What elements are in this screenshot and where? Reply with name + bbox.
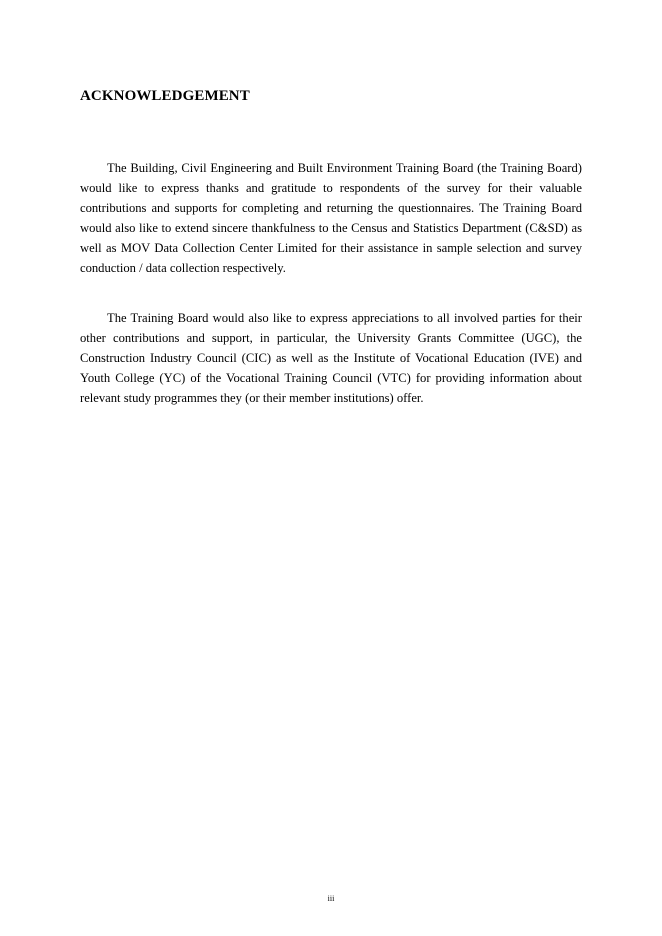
page-number: iii (327, 894, 335, 903)
page-title: ACKNOWLEDGEMENT (80, 88, 250, 104)
acknowledgement-paragraph-2: The Training Board would also like to express appreciations to all involved parties for their other contributions and support, in particular, the University Grants Committee (UGC), the Construction Industry Council (CIC) as well as the Institute of Vocational Education (IVE) and Youth College (YC) of the Vocational Training Council (VTC) for providing information about relevant study programmes they (or their member institutions) offer. (80, 311, 582, 405)
acknowledgement-paragraph-1: The Building, Civil Engineering and Built Environment Training Board (the Training Board) would like to express thanks and gratitude to respondents of the survey for their valuable contributions and supports for completing and returning the questionnaires. The Training Board would also like to extend sincere thankfulness to the Census and Statistics Department (C&SD) as well as MOV Data Collection Center Limited for their assistance in sample selection and survey conduction / data collection respectively. (80, 161, 582, 275)
